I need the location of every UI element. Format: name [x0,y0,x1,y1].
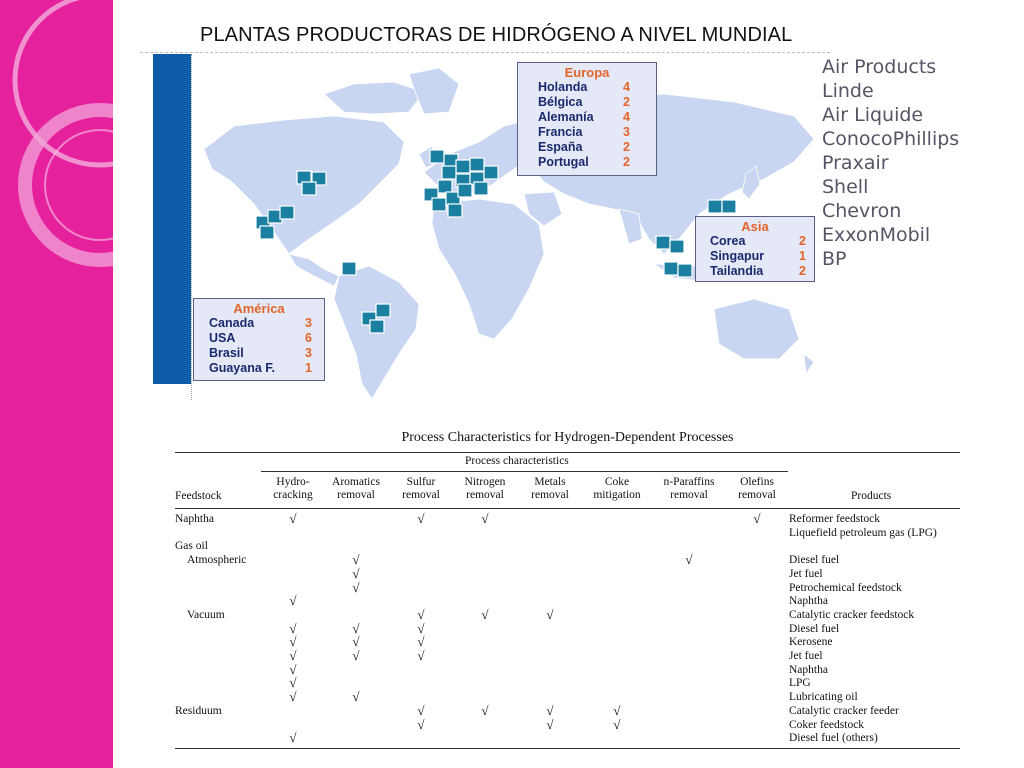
legend-asia-row [710,249,806,264]
legend-country: Tailandia [710,264,764,278]
table-top-rule [175,452,960,453]
product-cell: Reformer feedstock [789,513,881,525]
map-side-band [153,54,191,384]
legend-count: 2 [799,234,806,248]
product-cell: Naphtha [789,663,828,676]
product-cell: Liquefield petroleum gas (LPG) [789,526,937,539]
product-cell: Jet fuel [789,650,823,662]
check-mark: √ [352,648,360,663]
check-mark: √ [289,634,297,650]
legend-country: Guayana F. [209,361,275,375]
legend-count: 3 [305,346,312,360]
check-mark: √ [481,702,489,718]
product-cell: Catalytic cracker feedstock [789,608,915,621]
column-header: Metals removal [531,476,569,501]
feedstock-cell: Vacuum [187,608,225,621]
products-header: Products [851,490,892,502]
check-mark: √ [289,730,297,746]
decorative-side-panel [0,0,113,768]
legend-america-row [209,316,312,331]
legend-country: Holanda [538,80,588,94]
check-mark: √ [417,702,425,718]
group-header: Process characteristics [465,455,569,467]
legend-america-row [209,361,312,376]
company-name: ExxonMobil [822,224,931,246]
legend-asia [695,216,815,282]
feedstock-cell: Atmospheric [187,554,247,567]
table-bottom-rule [175,748,960,749]
legend-count: 6 [305,331,312,345]
column-header: n-Paraffins removal [663,476,715,501]
table-title: Process Characteristics for Hydrogen-Dependent Processes [401,430,734,445]
check-mark: √ [352,689,360,705]
column-header: Aromatics removal [332,476,380,501]
check-mark: √ [417,716,425,732]
check-mark: √ [753,511,761,526]
column-header: Nitrogen removal [464,476,506,501]
legend-america-header: América [233,301,285,316]
legend-country: USA [209,331,236,345]
legend-europa [517,62,657,176]
company-name: Chevron [822,200,902,222]
legend-asia-header: Asia [741,219,769,234]
feedstock-cell: Gas oil [175,540,208,553]
legend-count: 2 [623,140,630,154]
check-mark: √ [417,620,425,636]
product-cell: Catalytic cracker feeder [789,704,899,717]
legend-europa-row [538,80,630,95]
company-name: ConocoPhillips [822,128,960,150]
company-name: Praxair [822,152,889,174]
legend-country: Bélgica [538,95,583,109]
slide-title: PLANTAS PRODUCTORAS DE HIDRÓGENO A NIVEL MUNDIAL [200,24,793,46]
column-header: Olefins removal [738,476,776,501]
legend-asia-row [710,264,806,279]
legend-america-row [209,346,312,361]
check-mark: √ [289,661,297,677]
legend-country: Singapur [710,249,765,263]
legend-country: Alemanía [538,110,594,124]
column-header: Coke mitigation [593,476,641,501]
check-mark: √ [352,634,360,650]
check-mark: √ [481,606,489,622]
column-header: Sulfur removal [402,476,440,501]
legend-count: 4 [623,110,630,124]
legend-america-row [209,331,312,346]
legend-country: Portugal [538,155,589,169]
legend-country: Brasil [209,346,244,360]
check-mark: √ [546,606,554,622]
check-mark: √ [289,675,297,691]
check-mark: √ [289,689,297,705]
legend-count: 1 [305,361,312,375]
decorative-rings [0,0,113,768]
company-name: BP [822,248,847,270]
legend-europa-row [538,110,630,125]
product-cell: LPG [789,677,811,690]
product-cell: Diesel fuel [789,554,840,567]
legend-europa-row [538,125,630,140]
check-mark: √ [352,565,360,581]
legend-america [193,298,325,381]
legend-europa-row [538,155,630,170]
product-cell: Naphtha [789,595,828,608]
feedstock-header: Feedstock [175,490,222,502]
product-cell: Kerosene [789,636,833,649]
africa-shape [432,199,544,339]
product-cell: Petrochemical feedstock [789,581,902,594]
feedstock-cell: Naphtha [175,513,214,525]
legend-asia-row [710,234,806,249]
header-bottom-rule [175,508,960,509]
legend-europa-row [538,140,630,155]
company-name: Air Products [822,56,937,78]
australia-shape [714,299,799,359]
legend-count: 4 [623,80,630,94]
check-mark: √ [546,702,554,718]
legend-count: 2 [623,155,630,169]
check-mark: √ [613,702,621,718]
legend-country: Canada [209,316,255,330]
legend-country: España [538,140,583,154]
legend-country: Corea [710,234,746,248]
company-name: Linde [822,80,874,102]
product-cell: Diesel fuel (others) [789,732,878,745]
product-cell: Coker feedstock [789,718,865,731]
check-mark: √ [289,620,297,636]
legend-europa-header: Europa [564,65,610,80]
company-name: Shell [822,176,869,198]
check-mark: √ [417,634,425,650]
check-mark: √ [417,606,425,622]
legend-country: Francia [538,125,583,139]
column-header: Hydro- cracking [273,476,313,501]
legend-count: 3 [305,316,312,330]
legend-europa-row [538,95,630,110]
feedstock-cell: Residuum [175,704,222,717]
product-cell: Lubricating oil [789,691,858,704]
check-mark: √ [685,552,693,568]
check-mark: √ [613,716,621,732]
check-mark: √ [481,511,489,526]
check-mark: √ [546,716,554,732]
product-cell: Diesel fuel [789,622,840,635]
legend-count: 2 [623,95,630,109]
product-cell: Jet fuel [789,567,823,580]
check-mark: √ [289,593,297,609]
legend-count: 1 [799,249,806,263]
title-divider [140,52,830,53]
company-name: Air Liquide [822,104,924,126]
check-mark: √ [289,511,297,526]
check-mark: √ [352,579,360,595]
check-mark: √ [417,511,425,526]
check-mark: √ [289,648,297,663]
legend-count: 3 [623,125,630,139]
check-mark: √ [352,620,360,636]
check-mark: √ [352,552,360,568]
group-header-rule [261,471,788,472]
check-mark: √ [417,648,425,663]
legend-count: 2 [799,264,806,278]
companies-list [822,55,959,271]
